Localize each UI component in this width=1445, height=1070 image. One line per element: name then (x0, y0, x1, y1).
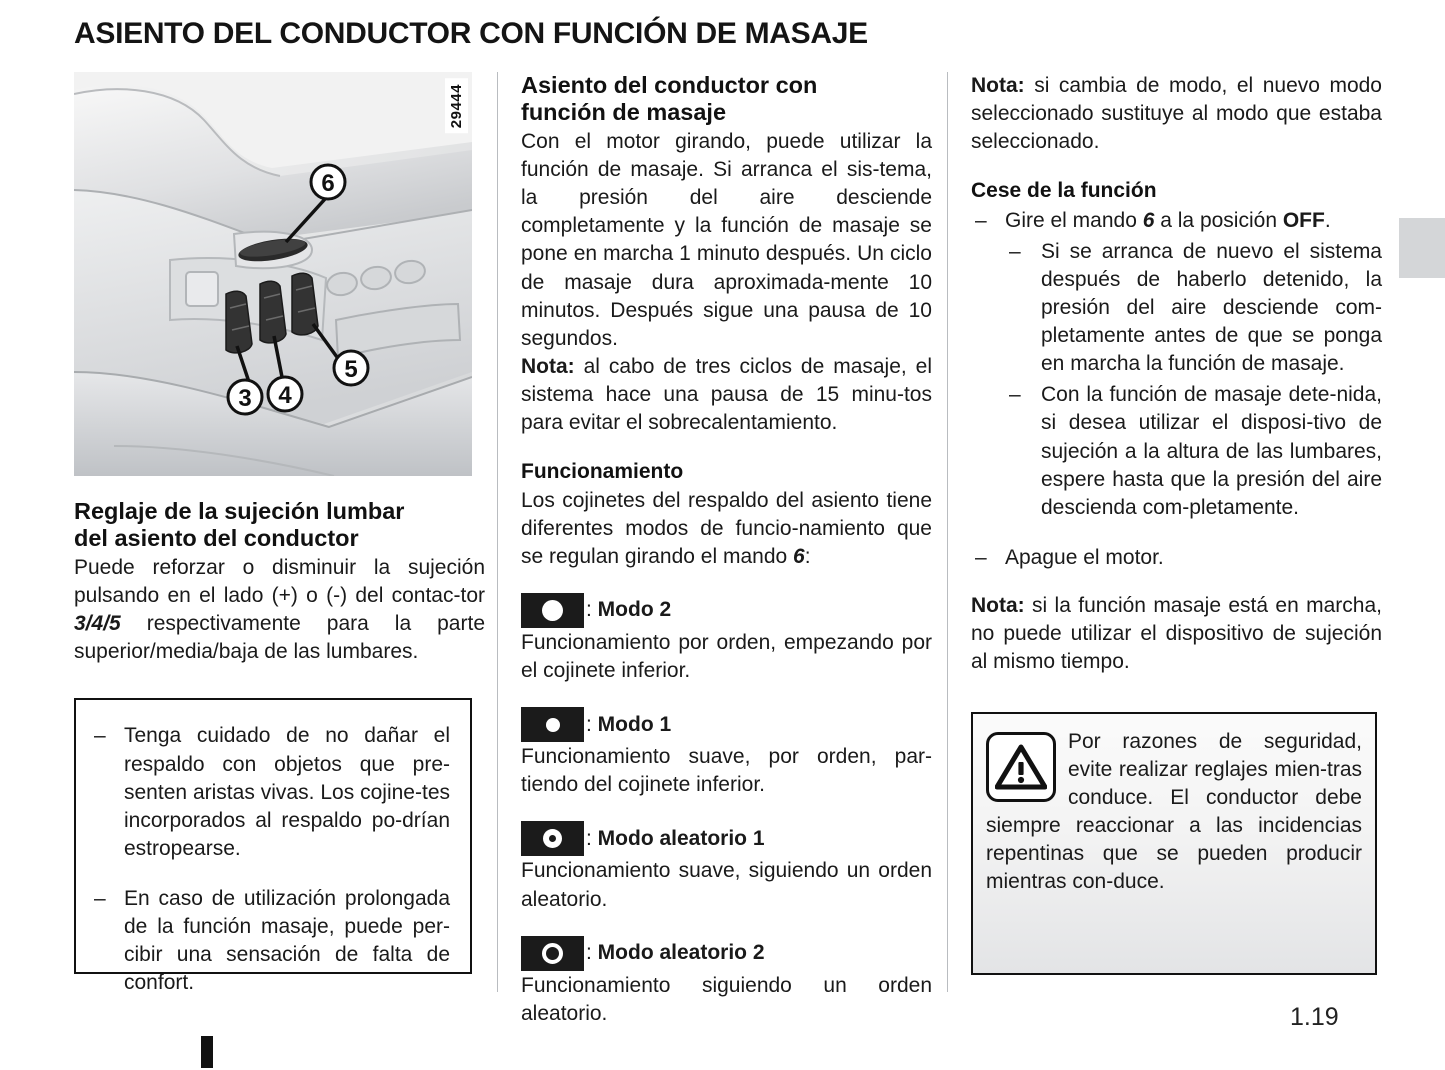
warning-triangle-icon (986, 732, 1056, 802)
dash-icon: – (975, 208, 987, 232)
svg-text:6: 6 (321, 170, 335, 197)
seat-control-photo (74, 72, 472, 476)
list-item (1005, 238, 1382, 379)
safety-warning-text: Por razones de seguridad, evite realizar reglajes mien-tras conduce. El conductor debe siempre reaccionar a las incidencias repentinas que se pueden producir mientras con-duce. (986, 730, 1362, 894)
mode-row-modo-1 (521, 707, 932, 742)
hollow-ring-icon (521, 936, 584, 971)
chapter-edge-tab (1399, 218, 1445, 278)
mode-name: Modo aleatorio 1 (597, 826, 765, 850)
mode-row-aleatorio-1 (521, 821, 932, 856)
mode-label: : Modo 2 (586, 598, 672, 622)
filled-large-dot-icon (521, 593, 584, 628)
dash-icon: – (94, 724, 106, 748)
operation-text-b: : (804, 544, 811, 568)
operation-paragraph (521, 487, 932, 571)
page-title: ASIENTO DEL CONDUCTOR CON FUNCIÓN DE MASAJE (74, 17, 868, 50)
callout-5 (334, 351, 368, 385)
svg-text:5: 5 (344, 356, 358, 383)
note-label: Nota: (971, 594, 1025, 618)
mode-label: : Modo 1 (586, 712, 672, 736)
mode-description: Funcionamiento suave, siguiendo un orden aleatorio. (521, 859, 932, 911)
massage-conflict-note (971, 592, 1382, 676)
massage-section-heading (521, 72, 932, 127)
stop-subitem-text: Con la función de masaje dete-nida, si desea utilizar el disposi-tivo de sujeción a la altura de las lumbares, espere hasta que la presión del aire descienda com-pletamente. (1041, 383, 1382, 519)
stop-sublist (1005, 238, 1382, 522)
switch-numbers: 3/4/5 (74, 612, 121, 636)
mode-label: : Modo aleatorio 1 (586, 826, 765, 850)
stop-function-heading: Cese de la función (971, 179, 1157, 203)
middle-column (521, 72, 932, 1028)
safety-warning-box (971, 712, 1377, 975)
left-heading-line2: del asiento del conductor (74, 525, 359, 552)
mid-heading-line2: función de masaje (521, 99, 727, 126)
svg-text:3: 3 (238, 385, 252, 412)
stop-step-text-b: a la posición (1154, 208, 1283, 232)
stop-function-list (971, 207, 1382, 573)
caution-item-text: Tenga cuidado de no dañar el respaldo con objetos que pre-senten aristas vivas. Los cojine-tes incorporados al respaldo po-drían estropearse. (124, 724, 450, 860)
off-position-label: OFF (1282, 208, 1325, 232)
stop-step-text-a: Gire el mando (1005, 208, 1143, 232)
stop-subitem-text: Si se arranca de nuevo el sistema después de haberlo detenido, la presión del aire desciende com-pletamente antes de que se ponga en marcha la función de masaje. (1041, 239, 1382, 376)
list-item (971, 544, 1382, 572)
note-text: si la función masaje está en marcha, no puede utilizar el dispositivo de sujeción al mismo tiempo. (971, 594, 1382, 674)
lumbar-text-b: respectivamente para la parte superior/media/baja de las lumbares. (74, 612, 485, 664)
dash-icon: – (1009, 383, 1021, 407)
dash-icon: – (975, 545, 987, 569)
control-number: 6 (1142, 208, 1155, 232)
note-text: si cambia de modo, el nuevo modo seleccionado sustituye al modo que estaba seleccionado. (971, 74, 1382, 154)
seat-control-illustration (74, 72, 472, 476)
left-column (74, 72, 485, 995)
filled-small-dot-icon (521, 707, 584, 742)
lumbar-adjust-paragraph (74, 554, 485, 667)
massage-note-paragraph (521, 353, 932, 437)
registration-mark (201, 1036, 213, 1068)
left-heading-line1: Reglaje de la sujeción lumbar (74, 498, 405, 524)
note-text: al cabo de tres ciclos de masaje, el sistema hace una pausa de 15 minu-tos para evitar el sobrecalentamiento. (521, 354, 932, 435)
caution-list (90, 722, 450, 997)
note-label: Nota: (521, 354, 575, 378)
caution-item-text: En caso de utilización prolongada de la función masaje, puede per-cibir una sensación de falta de confort. (124, 887, 450, 995)
massage-intro-paragraph: Con el motor girando, puede utilizar la función de masaje. Si arranca el sis-tema, la presión del aire desciende completamente y la función de masaje se pone en marcha 1 minuto después. Un ciclo de masaje dura aproximada-mente 10 minutos. Después sigue una pausa de 10 segundos. (521, 129, 932, 350)
right-column (971, 72, 1382, 975)
lumbar-text-a: Puede reforzar o disminuir la sujeción pulsando en el lado (+) o (-) del contac-tor (74, 555, 485, 608)
note-label: Nota: (971, 74, 1025, 97)
photo-reference-number: 29444 (445, 78, 468, 133)
callout-6 (311, 165, 345, 199)
column-divider-2 (947, 72, 948, 992)
mode-change-note (971, 72, 1382, 156)
dash-icon: – (1009, 239, 1021, 263)
list-item (90, 885, 450, 998)
caution-box (74, 698, 472, 995)
mode-label: : Modo aleatorio 2 (586, 941, 765, 965)
list-item (1005, 381, 1382, 522)
operation-text-a: Los cojinetes del respaldo del asiento tiene diferentes modos de funcio-namiento que se regulan girando el mando (521, 488, 932, 568)
page-number: 1.19 (1290, 1003, 1339, 1031)
mid-heading-line1: Asiento del conductor con (521, 72, 818, 98)
mode-name: Modo 2 (597, 598, 672, 622)
callout-3 (228, 380, 262, 414)
svg-text:4: 4 (278, 382, 292, 409)
column-divider-1 (497, 72, 498, 992)
mode-description: Funcionamiento siguiendo un orden aleatorio. (521, 973, 932, 1025)
operation-heading: Funcionamiento (521, 460, 684, 484)
warning-triangle-glyph (995, 744, 1047, 790)
mode-name: Modo 1 (597, 712, 672, 736)
mode-row-modo-2 (521, 593, 932, 628)
stop-step-text-c: . (1324, 208, 1331, 232)
mode-description: Funcionamiento por orden, empezando por el cojinete inferior. (521, 630, 932, 683)
mode-row-aleatorio-2 (521, 936, 932, 971)
mode-name: Modo aleatorio 2 (597, 941, 765, 965)
mode-description: Funcionamiento suave, por orden, par-tiendo del cojinete inferior. (521, 745, 932, 797)
left-section-heading (74, 498, 485, 553)
stop-step-text: Apague el motor. (1005, 545, 1164, 569)
dash-icon: – (94, 887, 106, 911)
ring-with-dot-icon (521, 821, 584, 856)
control-number: 6 (793, 544, 805, 568)
callout-4 (268, 377, 302, 411)
list-item (971, 207, 1382, 522)
list-item (90, 722, 450, 863)
